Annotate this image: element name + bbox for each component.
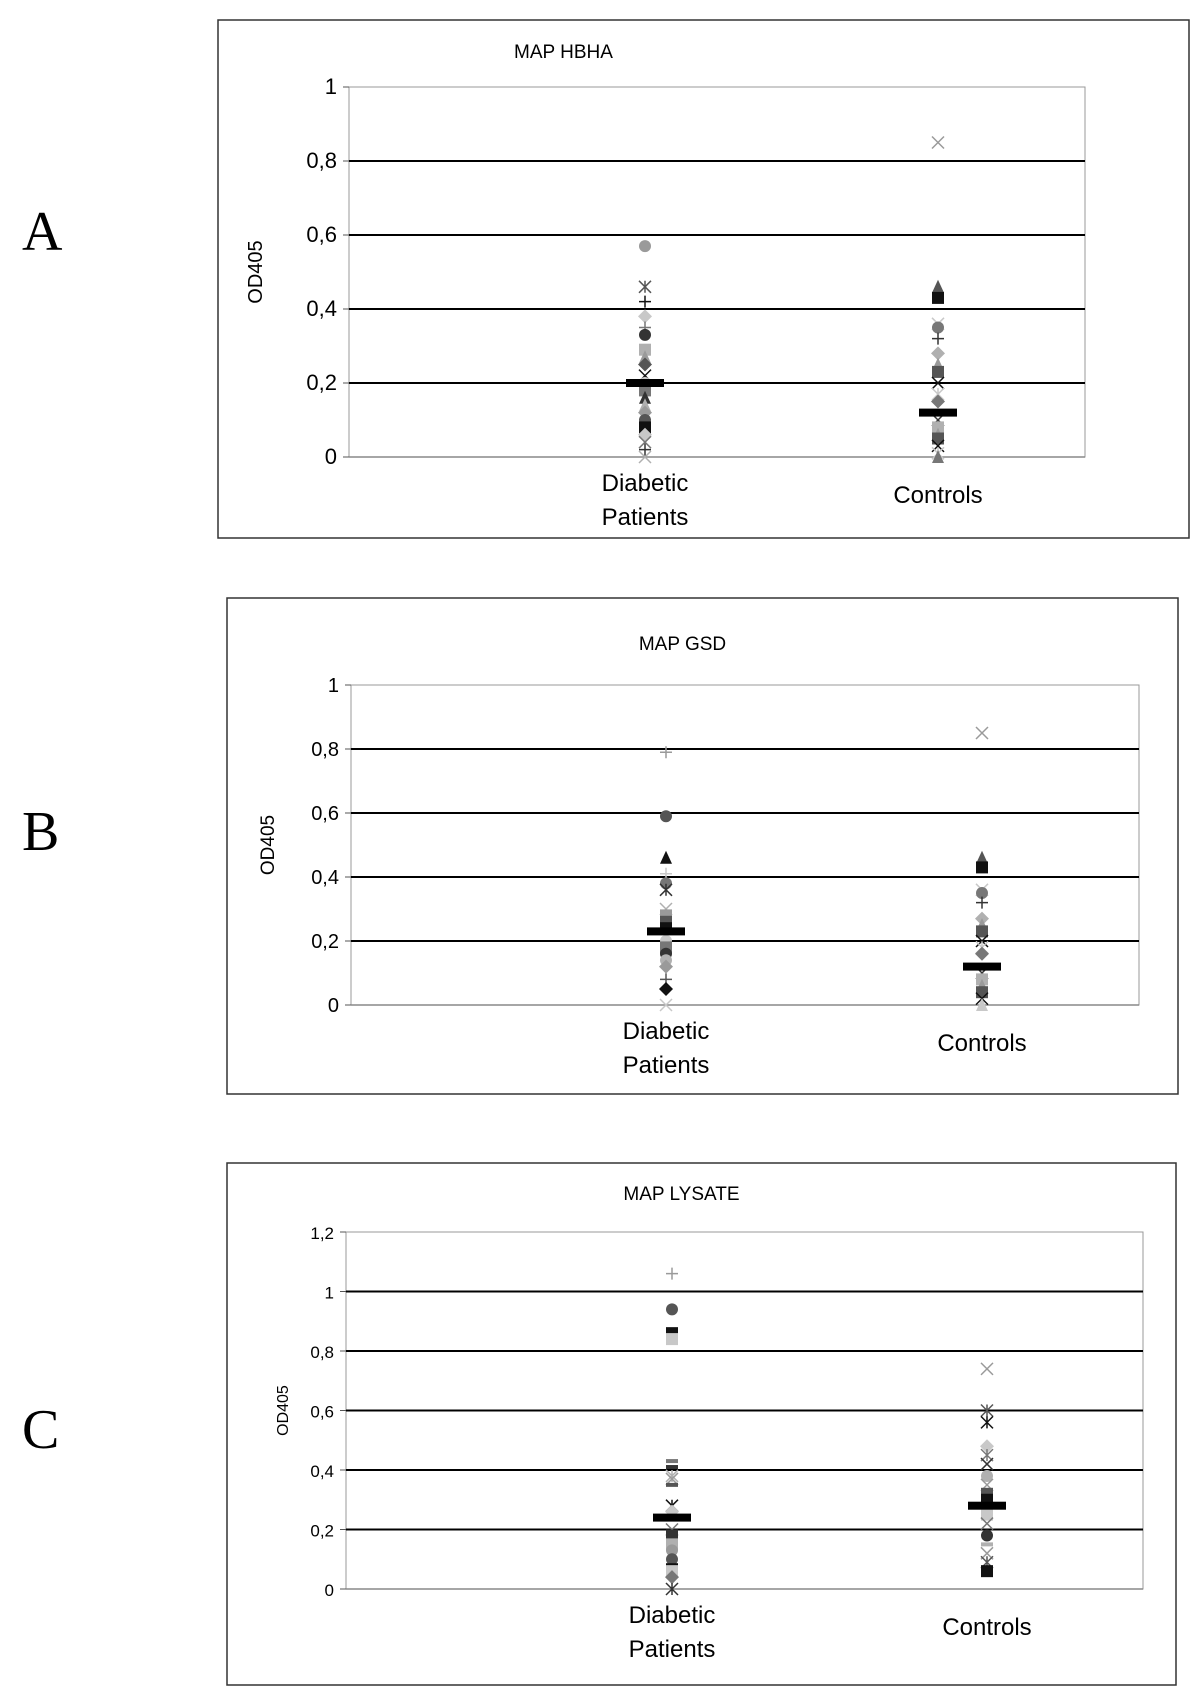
- y-tick-label: 1: [324, 1283, 334, 1303]
- category-label: Controls: [942, 1614, 1032, 1641]
- data-point-circle: [932, 322, 944, 334]
- y-tick-label: 0,8: [306, 148, 337, 173]
- y-axis-label: OD405: [258, 814, 279, 876]
- y-tick-label: 0: [324, 444, 337, 469]
- data-point-circle: [981, 1529, 993, 1541]
- mean-bar: [653, 1514, 691, 1522]
- category-label: Patients: [622, 1052, 710, 1079]
- data-point-dash: [666, 1465, 678, 1469]
- mean-bar: [968, 1502, 1006, 1510]
- panel-label-c: C: [22, 1399, 60, 1461]
- chart-title: MAP GSD: [638, 634, 727, 655]
- y-tick-label: 0,4: [306, 296, 337, 321]
- category-label: Patients: [601, 504, 689, 531]
- chart-map-lysate: [227, 1163, 1176, 1685]
- data-point-square: [666, 1333, 678, 1345]
- data-point-dash: [666, 1459, 678, 1463]
- mean-bar: [626, 379, 664, 387]
- chart-map-gsd: [227, 598, 1178, 1094]
- y-tick-label: 0,6: [311, 803, 339, 825]
- category-label: Diabetic: [628, 1602, 716, 1629]
- chart-frame: [218, 20, 1189, 538]
- y-axis-label: OD405: [275, 1385, 292, 1436]
- chart-title: MAP LYSATE: [623, 1184, 740, 1205]
- mean-bar: [647, 927, 685, 935]
- data-point-square: [932, 292, 944, 304]
- data-point-dash: [666, 1483, 678, 1487]
- data-point-square: [976, 986, 988, 998]
- data-point-dash: [981, 1542, 993, 1546]
- y-tick-label: 0,2: [310, 1521, 334, 1541]
- data-point-square: [932, 366, 944, 378]
- y-tick-label: 0,2: [311, 931, 339, 953]
- category-label: Diabetic: [601, 470, 689, 497]
- data-point-square: [976, 861, 988, 873]
- chart-title: MAP HBHA: [514, 42, 613, 63]
- y-tick-label: 0: [324, 1581, 334, 1600]
- y-tick-label: 0,6: [306, 222, 337, 247]
- panel-label-a: A: [22, 201, 63, 263]
- y-tick-label: 0,4: [310, 1462, 334, 1481]
- y-tick-label: 1: [327, 675, 339, 697]
- y-tick-label: 0,4: [311, 867, 339, 889]
- data-point-square: [981, 1565, 993, 1577]
- mean-bar: [919, 409, 957, 417]
- chart-map-hbha: [218, 20, 1189, 538]
- data-point-square: [976, 925, 988, 937]
- category-label: Controls: [937, 1030, 1027, 1057]
- y-axis-label: OD405: [245, 240, 267, 304]
- y-tick-label: 0,2: [306, 370, 337, 395]
- data-point-circle: [660, 810, 672, 822]
- category-label: Diabetic: [622, 1018, 710, 1045]
- category-label: Patients: [628, 1636, 716, 1663]
- y-tick-label: 1: [324, 74, 337, 99]
- data-point-circle: [666, 1303, 678, 1315]
- data-point-circle: [639, 329, 651, 341]
- panel-label-b: B: [22, 801, 60, 863]
- y-tick-label: 0,8: [311, 739, 339, 761]
- y-tick-label: 1,2: [310, 1224, 334, 1243]
- data-point-circle: [639, 240, 651, 252]
- category-label: Controls: [893, 482, 983, 509]
- mean-bar: [963, 963, 1001, 971]
- y-tick-label: 0,6: [310, 1402, 334, 1422]
- y-tick-label: 0: [327, 995, 339, 1017]
- y-tick-label: 0,8: [310, 1343, 334, 1362]
